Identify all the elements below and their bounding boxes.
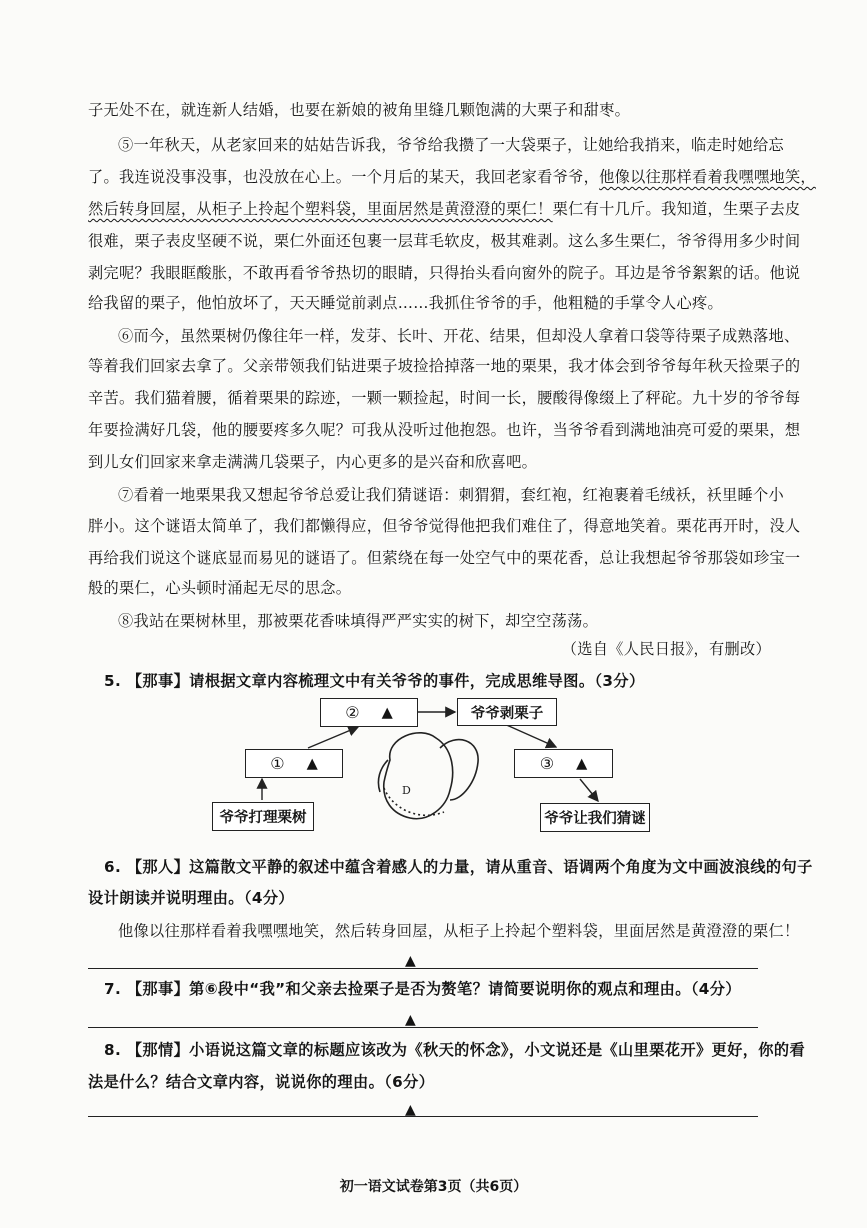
paragraph-7-line-1: ⑦看着一地栗果我又想起爷爷总爱让我们猜谜语：刺猬猬，套红袍，红袍裹着毛绒袄，袄里睡个小 — [118, 486, 784, 504]
mindmap-box-riddle: 爷爷让我们猜谜 — [540, 803, 650, 832]
question-6-line-1: 6. 【那人】这篇散文平静的叙述中蕴含着感人的力量，请从重音、语调两个角度为文中画波浪线的句子 — [104, 858, 813, 876]
chestnut-illustration — [378, 733, 478, 819]
paragraph-5-line-5: 剥完呢？我眼眶酸胀，不敢再看爷爷热切的眼睛，只得抬头看向窗外的院子。耳边是爷爷絮絮的话。他说 — [88, 264, 801, 282]
arrow-3-to-riddle — [580, 779, 598, 801]
paragraph-7-line-3: 再给我们说这个谜底显而易见的谜语了。但萦绕在每一处空气中的栗花香，总让我想起爷爷那袋如珍宝一 — [88, 549, 801, 567]
answer-blank-icon: ▲ — [306, 755, 318, 772]
arrow-peel-to-3 — [502, 723, 556, 747]
answer-blank-icon: ▲ — [405, 953, 416, 969]
paragraph-6-line-2: 等着我们回家去拿了。父亲带领我们钻进栗子坡捡拾掉落一地的栗果，我才体会到爷爷每年秋天捡栗子的 — [88, 357, 801, 375]
answer-line-8[interactable] — [88, 1116, 758, 1117]
paragraph-5-line-3: 然后转身回屋，从柜子上拎起个塑料袋，里面居然是黄澄澄的栗仁！栗仁有十几斤。我知道，生栗子去皮 — [88, 200, 801, 218]
answer-blank-icon: ▲ — [405, 1012, 416, 1028]
mindmap-box-tree: 爷爷打理栗树 — [212, 802, 314, 831]
question-7: 7. 【那事】第⑥段中“我”和父亲去捡栗子是否为赘笔？请简要说明你的观点和理由。（4分） — [104, 980, 741, 998]
arrow-1-to-2 — [308, 727, 358, 748]
wavy-underlined-sentence-part-1: 他像以往那样看着我嘿嘿地笑， — [599, 168, 816, 186]
question-5: 5. 【那事】请根据文章内容梳理文中有关爷爷的事件，完成思维导图。（3分） — [104, 672, 645, 690]
paragraph-7-line-2: 胖小。这个谜语太简单了，我们都懒得应，但爷爷觉得他把我们难住了，得意地笑着。栗花再开时，没人 — [88, 517, 801, 535]
question-6-line-2: 设计朗读并说明理由。（4分） — [88, 889, 295, 907]
paragraph-5-line-4: 很难，栗子表皮坚硬不说，栗仁外面还包裹一层茸毛软皮，极其难剥。这么多生栗仁，爷爷得用多少时间 — [88, 232, 801, 250]
question-8-line-2: 法是什么？结合文章内容，说说你的理由。（6分） — [88, 1073, 435, 1091]
source-note: （选自《人民日报》，有删改） — [561, 640, 771, 658]
page-footer: 初一语文试卷第3页（共6页） — [339, 1179, 528, 1195]
answer-line-6[interactable] — [88, 968, 758, 969]
paragraph-6-line-5: 到儿女们回家来拿走满满几袋栗子，内心更多的是兴奋和欣喜吧。 — [88, 453, 538, 471]
answer-blank-icon: ▲ — [576, 755, 588, 772]
paragraph-6-line-4: 年要捡满好几袋，他的腰要疼多久呢？可我从没听过他抱怨。也许，当爷爷看到满地油亮可爱的栗果，想 — [88, 421, 801, 439]
mindmap-box-peel: 爷爷剥栗子 — [457, 698, 557, 726]
chestnut-mark: D — [402, 784, 411, 797]
paragraph-6-line-3: 辛苦。我们猫着腰，循着栗果的踪迹，一颗一颗捡起，时间一长，腰酸得像缀上了秤砣。九十岁的爷爷每 — [88, 389, 801, 407]
paragraph-6-line-1: ⑥而今，虽然栗树仍像往年一样，发芽、长叶、开花、结果，但却没人拿着口袋等待栗子成熟落地、 — [118, 327, 800, 345]
paragraph-8: ⑧我站在栗树林里，那被栗花香味填得严严实实的树下，却空空荡荡。 — [118, 612, 599, 630]
question-6-quoted-sentence: 他像以往那样看着我嘿嘿地笑，然后转身回屋，从柜子上拎起个塑料袋，里面居然是黄澄澄的栗仁！ — [118, 922, 800, 940]
paragraph-5-line-1: ⑤一年秋天，从老家回来的姑姑告诉我，爷爷给我攒了一大袋栗子，让她给我捎来，临走时她给忘 — [118, 136, 784, 154]
paragraph-5-line-6: 给我留的栗子，他怕放坏了，天天睡觉前剥点……我抓住爷爷的手，他粗糙的手掌令人心疼。 — [88, 294, 723, 312]
mindmap-box-2: ② ▲ — [320, 698, 418, 727]
answer-blank-icon: ▲ — [405, 1102, 416, 1118]
paragraph-5-line-2: 了。我连说没事没事，也没放在心上。一个月后的某天，我回老家看爷爷，他像以往那样看着我嘿嘿地笑， — [88, 168, 816, 186]
paragraph-4-tail: 子无处不在，就连新人结婚，也要在新娘的被角里缝几颗饱满的大栗子和甜枣。 — [88, 101, 631, 119]
answer-blank-icon: ▲ — [381, 704, 393, 721]
paragraph-7-line-4: 般的栗仁，心头顿时涌起无尽的思念。 — [88, 579, 352, 597]
mindmap-box-1: ① ▲ — [245, 749, 343, 778]
answer-line-7[interactable] — [88, 1027, 758, 1028]
mindmap-box-3: ③ ▲ — [514, 749, 613, 778]
question-8-line-1: 8. 【那情】小语说这篇文章的标题应该改为《秋天的怀念》，小文说还是《山里栗花开》更好，你的看 — [104, 1041, 806, 1059]
wavy-underlined-sentence-part-2: 然后转身回屋，从柜子上拎起个塑料袋，里面居然是黄澄澄的栗仁！ — [88, 200, 553, 218]
